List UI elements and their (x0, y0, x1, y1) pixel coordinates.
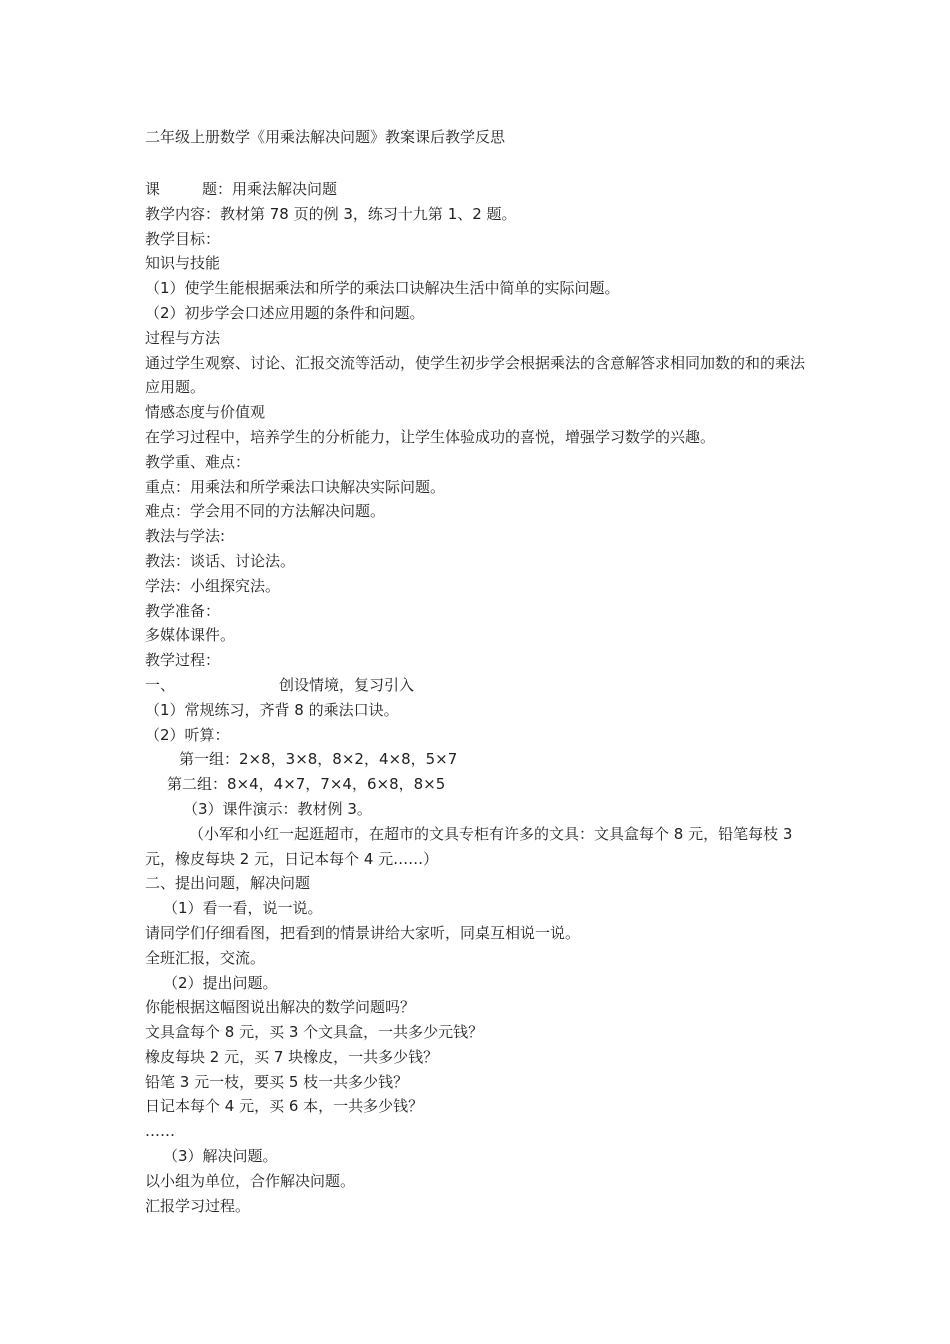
section-2-item-1: （1）看一看，说一说。 (163, 899, 323, 918)
section-1-number: 一、 (145, 675, 176, 694)
topic-line (145, 177, 810, 202)
knowledge-heading: 知识与技能 (145, 254, 221, 273)
section-1-story (145, 822, 810, 872)
section-1-title: 创设情境，复习引入 (279, 675, 415, 694)
section-2-text-4: 以小组为单位，合作解决问题。 (145, 1171, 356, 1190)
question-2: 橡皮每块 2 元，买 7 块橡皮，一共多少钱？ (145, 1047, 439, 1066)
section-2-text-1: 请同学们仔细看图，把看到的情景讲给大家听，同桌互相说一说。 (145, 923, 581, 942)
section-2-item-3: （3）解决问题。 (163, 1147, 278, 1166)
document-title: 二年级上册数学《用乘法解决问题》教案课后教学反思 (145, 128, 506, 146)
emotion-heading: 情感态度与价值观 (145, 403, 266, 422)
section-2-text-5: 汇报学习过程。 (145, 1196, 251, 1215)
question-1: 文具盒每个 8 元，买 3 个文具盒，一共多少元钱？ (145, 1023, 484, 1042)
teaching-method: 教法：谈话、讨论法。 (145, 551, 296, 570)
ellipsis-line: …… (145, 1122, 175, 1141)
question-4: 日记本每个 4 元，买 6 本，一共多少钱？ (145, 1097, 424, 1116)
question-3: 铅笔 3 元一枝，要买 5 枝一共多少钱？ (145, 1072, 409, 1091)
emotion-text: 在学习过程中，培养学生的分析能力，让学生体验成功的喜悦，增强学习数学的兴趣。 (145, 427, 716, 446)
goals-heading: 教学目标： (145, 229, 221, 248)
story-text: （小军和小红一起逛超市，在超市的文具专柜有许多的文具：文具盒每个 8 元，铅笔每枝 3 元，橡皮每块 2 元，日记本每个 4 元……） (145, 824, 793, 868)
section-1-item-2: （2）听算： (145, 725, 230, 744)
topic-label-a: 课 (145, 180, 161, 198)
key-point: 重点：用乘法和所学乘法口诀解决实际问题。 (145, 477, 446, 496)
section-1-heading (145, 673, 810, 698)
section-2-heading: 二、提出问题，解决问题 (145, 874, 311, 893)
prep-heading: 教学准备： (145, 601, 221, 620)
procedure-heading: 教学过程： (145, 651, 221, 670)
section-2-text-3: 你能根据这幅图说出解决的数学问题吗？ (145, 998, 416, 1017)
document-body (145, 177, 810, 1218)
section-2-item-2: （2）提出问题。 (163, 973, 278, 992)
section-1-group-1: 第一组：2×8，3×8，8×2，4×8，5×7 (179, 750, 458, 769)
section-1-group-2: 第二组：8×4，4×7，7×4，6×8，8×5 (167, 775, 446, 794)
topic-label-b: 题：用乘法解决问题 (202, 180, 338, 198)
section-1-item-3: （3）课件演示：教材例 3。 (183, 799, 372, 818)
knowledge-item-2: （2）初步学会口述应用题的条件和问题。 (145, 303, 425, 322)
process-text: 通过学生观察、讨论、汇报交流等活动，使学生初步学会根据乘法的含意解答求相同加数的和的乘法应用题。 (145, 353, 806, 397)
methods-heading: 教法与学法: (145, 527, 226, 546)
process-heading: 过程与方法 (145, 328, 221, 347)
difficult-point: 难点：学会用不同的方法解决问题。 (145, 502, 386, 521)
section-2-text-2: 全班汇报，交流。 (145, 948, 266, 967)
learning-method: 学法：小组探究法。 (145, 576, 281, 595)
section-1-item-1: （1）常规练习，齐背 8 的乘法口诀。 (145, 700, 399, 719)
knowledge-item-1: （1）使学生能根据乘法和所学的乘法口诀解决生活中简单的实际问题。 (145, 279, 620, 298)
key-points-heading: 教学重、难点： (145, 452, 251, 471)
prep-text: 多媒体课件。 (145, 626, 236, 645)
content-line: 教学内容：教材第 78 页的例 3，练习十九第 1、2 题。 (145, 204, 517, 223)
